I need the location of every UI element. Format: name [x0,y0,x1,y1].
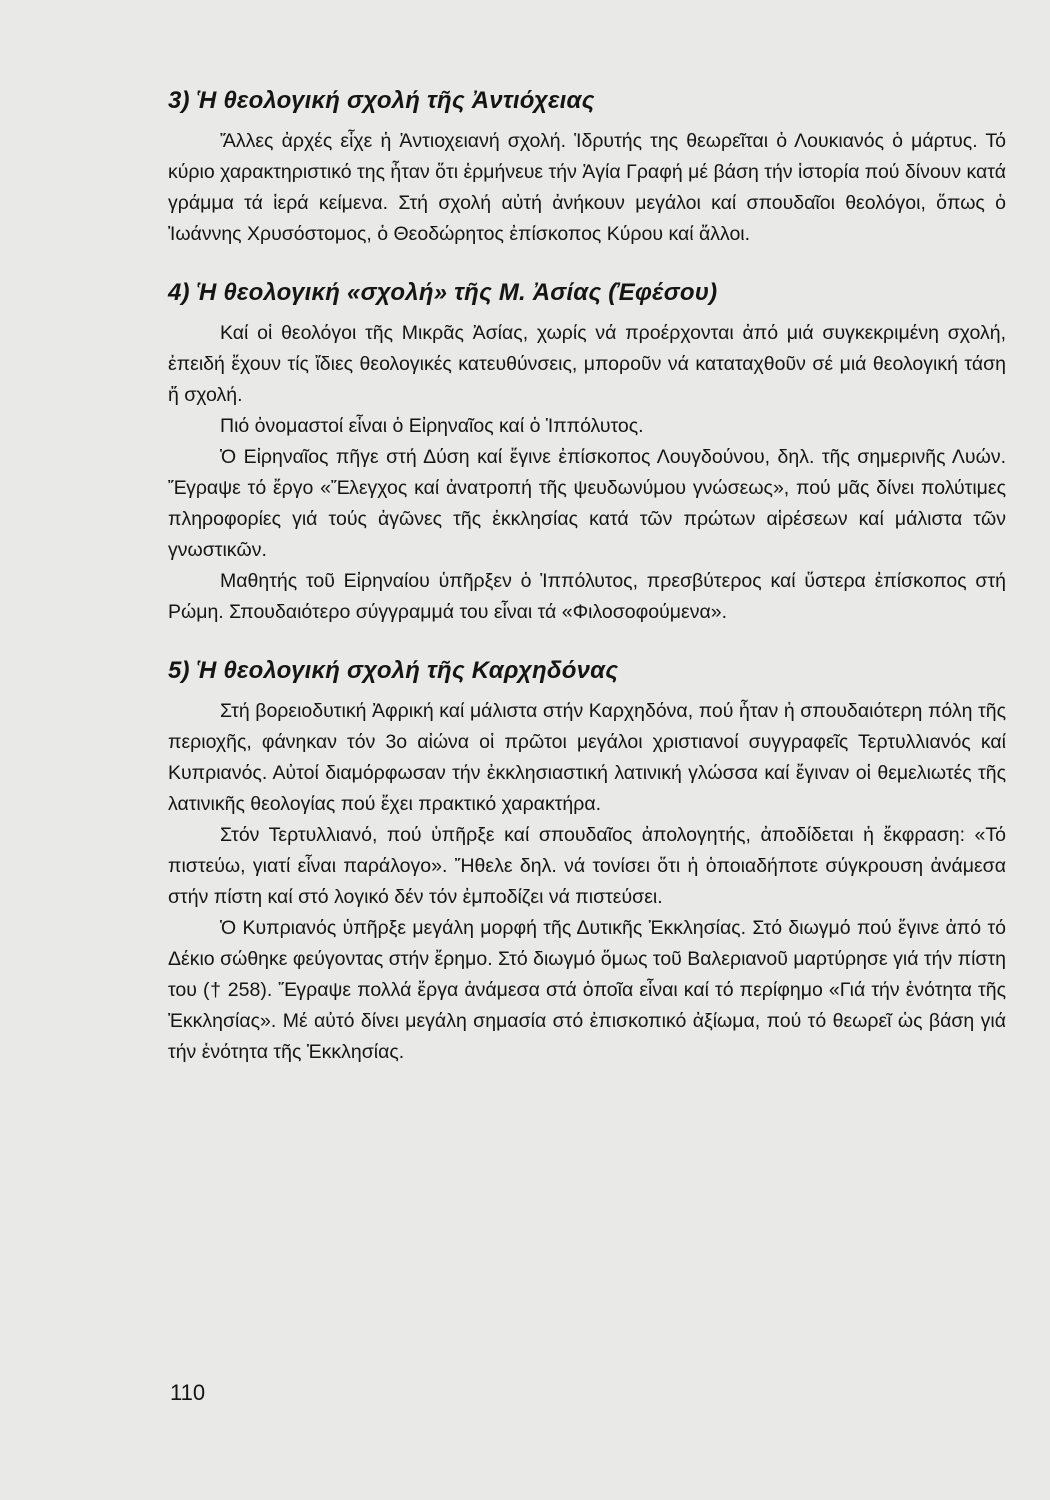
section-asia-minor [168,278,1006,628]
section-title: 5) Ἡ θεολογική σχολή τῆς Καρχηδόνας [168,657,619,684]
page-content [168,86,1006,1096]
section-title: 4) Ἡ θεολογική «σχολή» τῆς Μ. Ἀσίας (Ἐφέσου) [168,279,718,306]
paragraph: Ὁ Κυπριανός ὑπῆρξε μεγάλη μορφή τῆς Δυτικῆς Ἐκκλησίας. Στό διωγμό πού ἔγινε ἀπό τό Δέκιο σώθηκε φεύγοντας στήν ἔρημο. Στό διωγμό ὅμως τοῦ Βαλεριανοῦ μαρτύρησε γιά τήν πίστη του († 258). Ἔγραψε πολλά ἔργα ἀνάμεσα στά ὁποῖα εἶναι καί τό περίφημο «Γιά τήν ἑνότητα τῆς Ἐκκλησίας». Μέ αὐτό δίνει μεγάλη σημασία στό ἐπισκοπικό ἀξίωμα, πού τό θεωρεῖ ὡς βάση γιά τήν ἑνότητα τῆς Ἐκκλησίας. [168,917,1006,1063]
page-number: 110 [170,1380,206,1405]
section-carthage [168,656,1006,1068]
paragraph: Πιό ὀνομαστοί εἶναι ὁ Εἰρηναῖος καί ὁ Ἱππόλυτος. [220,415,644,437]
section-title: 3) Ἡ θεολογική σχολή τῆς Ἀντιόχειας [168,87,595,114]
paragraph: Ὁ Εἰρηναῖος πῆγε στή Δύση καί ἔγινε ἐπίσκοπος Λουγδούνου, δηλ. τῆς σημερινῆς Λυών. Ἔγραψε τό ἔργο «Ἔλεγχος καί ἀνατροπή τῆς ψευδωνύμου γνώσεως», πού μᾶς δίνει πολύτιμες πληροφορίες γιά τούς ἀγῶνες τῆς ἐκκλησίας κατά τῶν πρώτων αἱρέσεων καί μάλιστα τῶν γνωστικῶν. [168,446,1006,561]
paragraph: Μαθητής τοῦ Εἰρηναίου ὑπῆρξεν ὁ Ἱππόλυτος, πρεσβύτερος καί ὕστερα ἐπίσκοπος στή Ρώμη. Σπουδαιότερο σύγγραμμά του εἶναι τά «Φιλοσοφούμενα». [168,570,1006,623]
paragraph: Στή βορειοδυτική Ἀφρική καί μάλιστα στήν Καρχηδόνα, πού ἦταν ἡ σπουδαιότερη πόλη τῆς περιοχῆς, φάνηκαν τόν 3ο αἰώνα οἱ πρῶτοι μεγάλοι χριστιανοί συγγραφεῖς Τερτυλλιανός καί Κυπριανός. Αὐτοί διαμόρφωσαν τήν ἐκκλησιαστική λατινική γλώσσα καί ἔγιναν οἱ θεμελιωτές τῆς λατινικῆς θεολογίας πού ἔχει πρακτικό χαρακτήρα. [168,700,1006,815]
paragraph: Στόν Τερτυλλιανό, πού ὑπῆρξε καί σπουδαῖος ἀπολογητής, ἀποδίδεται ἡ ἔκφραση: «Τό πιστεύω, γιατί εἶναι παράλογο». Ἤθελε δηλ. νά τονίσει ὅτι ἡ ὁποιαδήποτε σύγκρουση ἀνάμεσα στήν πίστη καί στό λογικό δέν τόν ἐμποδίζει νά πιστεύσει. [168,824,1006,908]
section-antioch [168,86,1006,250]
paragraph: Καί οἱ θεολόγοι τῆς Μικρᾶς Ἀσίας, χωρίς νά προέρχονται ἀπό μιά συγκεκριμένη σχολή, ἐπειδή ἔχουν τίς ἴδιες θεολογικές κατευθύνσεις, μποροῦν νά καταταχθοῦν σέ μιά θεολογική τάση ἤ σχολή. [168,322,1006,406]
paragraph: Ἄλλες ἀρχές εἶχε ἡ Ἀντιοχειανή σχολή. Ἱδρυτής της θεωρεῖται ὁ Λουκιανός ὁ μάρτυς. Τό κύριο χαρακτηριστικό της ἦταν ὅτι ἑρμήνευε τήν Ἁγία Γραφή μέ βάση τήν ἱστορία πού δίνουν κατά γράμμα τά ἱερά κείμενα. Στή σχολή αὐτή ἀνήκουν μεγάλοι καί σπουδαῖοι θεολόγοι, ὅπως ὁ Ἰωάννης Χρυσόστομος, ὁ Θεοδώρητος ἐπίσκοπος Κύρου καί ἄλλοι. [168,130,1006,245]
